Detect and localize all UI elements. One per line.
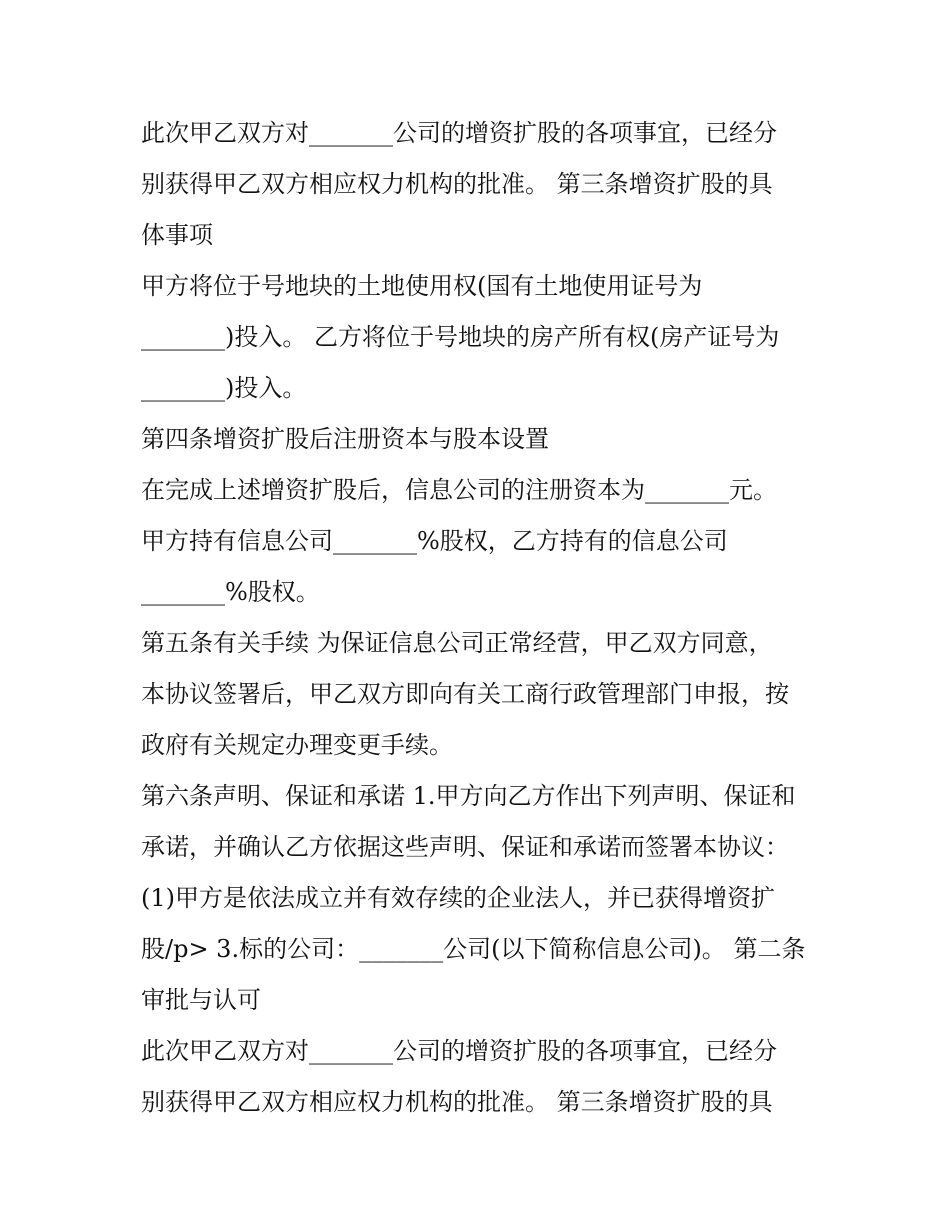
text-line: (1)甲方是依法成立并有效存续的企业法人，并已获得增资扩 [141, 884, 775, 912]
text-line: 第五条有关手续 为保证信息公司正常经营，甲乙双方同意， [141, 629, 773, 657]
text-line: _______%股权。 [141, 578, 320, 606]
text-line: 此次甲乙双方对_______公司的增资扩股的各项事宜，已经分 [141, 1037, 777, 1065]
text-line: 别获得甲乙双方相应权力机构的批准。 第三条增资扩股的具 [141, 170, 773, 198]
text-line: 股/p> 3.标的公司：_______公司(以下简称信息公司)。 第二条 [141, 935, 806, 963]
text-line: 本协议签署后，甲乙双方即向有关工商行政管理部门申报，按 [141, 680, 789, 708]
text-line: 在完成上述增资扩股后，信息公司的注册资本为_______元。 [141, 476, 777, 504]
text-line: 甲方持有信息公司_______%股权，乙方持有的信息公司 [141, 527, 728, 555]
text-line: 体事项 [141, 221, 213, 249]
section-heading: 第四条增资扩股后注册资本与股本设置 [141, 425, 549, 453]
text-line: 政府有关规定办理变更手续。 [141, 731, 453, 759]
text-line: 甲方将位于号地块的土地使用权(国有土地使用证号为 [141, 272, 703, 300]
text-line: _______)投入。 [141, 374, 307, 402]
text-line: 审批与认可 [141, 986, 261, 1014]
text-line: 承诺，并确认乙方依据这些声明、保证和承诺而签署本协议： [141, 833, 789, 861]
text-line: _______)投入。 乙方将位于号地块的房产所有权(房产证号为 [141, 323, 780, 351]
text-line: 第六条声明、保证和承诺 1.甲方向乙方作出下列声明、保证和 [141, 782, 796, 810]
text-line: 此次甲乙双方对_______公司的增资扩股的各项事宜，已经分 [141, 119, 777, 147]
text-line: 别获得甲乙双方相应权力机构的批准。 第三条增资扩股的具 [141, 1088, 773, 1116]
document-body [141, 108, 821, 1128]
